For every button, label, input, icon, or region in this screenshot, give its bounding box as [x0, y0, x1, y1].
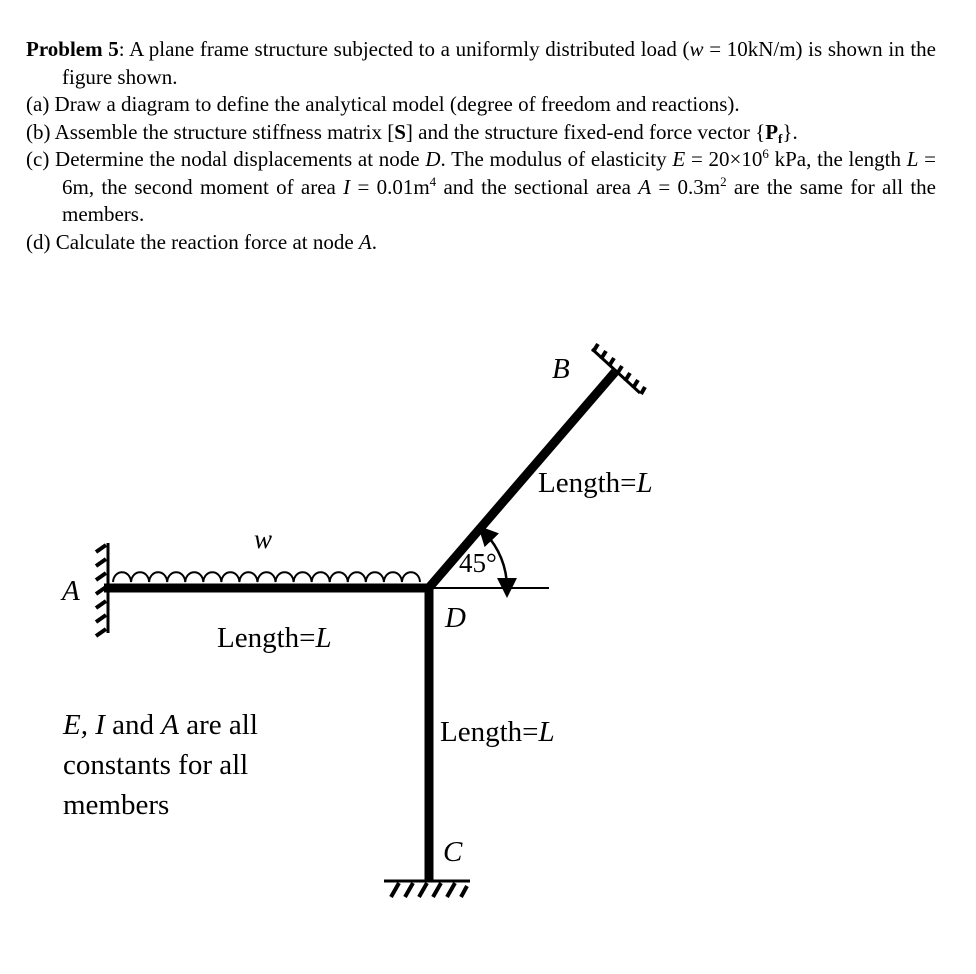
- part-c-text-2: . The modulus of elasticity: [440, 147, 673, 171]
- length-dc-prefix: Length=: [440, 716, 539, 748]
- part-c-text-9: are the same for all the members.: [62, 174, 936, 226]
- length-ad-prefix: Length=: [217, 622, 316, 654]
- node-b-label: B: [552, 353, 570, 385]
- angle-label: 45°: [459, 548, 497, 578]
- length-ad-symbol: L: [315, 622, 332, 654]
- part-d-node-a: A: [358, 229, 372, 254]
- part-c-l-symbol: L: [906, 147, 919, 171]
- problem-heading: Problem 5: [26, 37, 119, 61]
- part-c-text-7: and the sectional area: [436, 174, 639, 199]
- part-c-e-symbol: E: [672, 147, 686, 171]
- part-c-a-symbol: A: [638, 174, 652, 199]
- length-dc-label: [440, 716, 555, 748]
- part-c-text-3: = 20×10: [685, 147, 763, 171]
- part-c-text-5: = 6m, the second moment of area: [62, 147, 937, 199]
- part-c-exp-4: 4: [429, 173, 437, 189]
- distributed-load: [113, 572, 420, 582]
- length-ad-label: [217, 622, 332, 654]
- note-i-symbol: I: [95, 709, 105, 741]
- force-vector-subscript: f: [778, 130, 783, 146]
- note-are-all: are all: [178, 709, 258, 741]
- note-line-1: [62, 709, 258, 741]
- part-c-text-6: = 0.01m: [350, 174, 430, 199]
- note-line-3: members: [63, 789, 170, 821]
- load-label: w: [254, 524, 273, 554]
- intro-text-b: = 10kN/m) is shown in the figure shown.: [62, 37, 936, 89]
- part-b-text-1: (b) Assemble the structure stiffness matrix [: [26, 119, 395, 144]
- w-symbol: w: [689, 37, 704, 61]
- note-a-symbol: A: [161, 709, 179, 741]
- stiffness-matrix-symbol: S: [394, 119, 406, 144]
- node-c-label: C: [443, 836, 463, 868]
- part-d-text-2: .: [371, 229, 377, 254]
- part-b-text-2: ] and the structure fixed-end force vector {: [405, 119, 766, 144]
- part-a-text: (a) Draw a diagram to define the analytical model (degree of freedom and reactions).: [26, 92, 740, 116]
- part-c-text-4: kPa, the length: [768, 147, 907, 171]
- length-db-symbol: L: [636, 467, 653, 499]
- length-db-prefix: Length=: [538, 467, 637, 499]
- part-c-text-1: (c) Determine the nodal displacements at node: [26, 147, 426, 171]
- part-c-exp-2: 2: [720, 173, 727, 189]
- note-line-2: constants for all: [63, 749, 249, 781]
- note-and: and: [104, 709, 162, 741]
- fixed-support-c: [384, 881, 470, 897]
- part-c-exp-6: 6: [762, 146, 769, 161]
- part-c-i-symbol: I: [343, 174, 351, 199]
- node-d-label: D: [445, 602, 466, 634]
- part-c-node-d: D: [425, 147, 441, 171]
- part-d-text-1: (d) Calculate the reaction force at node: [26, 229, 359, 254]
- length-dc-symbol: L: [538, 716, 555, 748]
- part-b-text-3: }.: [782, 119, 798, 144]
- intro-text-a: : A plane frame structure subjected to a uniformly distributed load (: [118, 37, 690, 61]
- node-a-label: A: [62, 575, 80, 607]
- part-c-text-8: = 0.3m: [651, 174, 721, 199]
- note-e-symbol: E,: [63, 709, 96, 741]
- force-vector-symbol: P: [765, 119, 779, 144]
- length-db-label: [538, 467, 653, 499]
